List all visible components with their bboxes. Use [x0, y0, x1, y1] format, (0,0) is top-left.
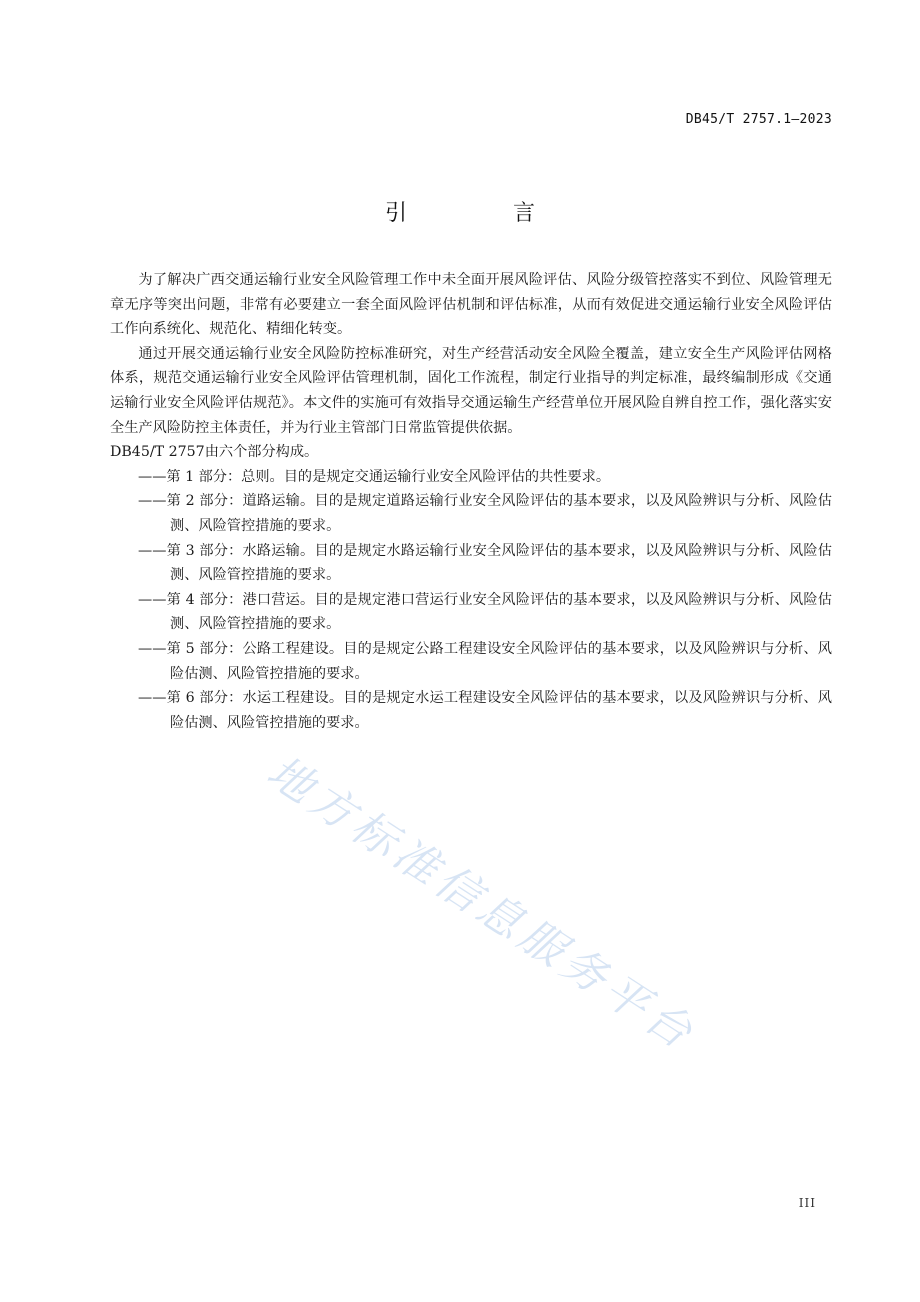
- part-item-2: ——第 2 部分：道路运输。目的是规定道路运输行业安全风险评估的基本要求，以及风险辨识与分析、风险估测、风险管控措施的要求。: [138, 493, 832, 534]
- part-item-6: ——第 6 部分：水运工程建设。目的是规定水运工程建设安全风险评估的基本要求，以及风险辨识与分析、风险估测、风险管控措施的要求。: [138, 690, 832, 731]
- watermark: 地方标准信息服务平台: [257, 746, 706, 1062]
- intro-paragraph-1: 为了解决广西交通运输行业安全风险管理工作中未全面开展风险评估、风险分级管控落实不到位、风险管理无章无序等突出问题，非常有必要建立一套全面风险评估机制和评估标准，从而有效促进交通运输行业安全风险评估工作向系统化、规范化、精细化转变。: [110, 272, 832, 338]
- part-item-4: ——第 4 部分：港口营运。目的是规定港口营运行业安全风险评估的基本要求，以及风险辨识与分析、风险估测、风险管控措施的要求。: [138, 591, 832, 633]
- composition-line: DB45/T 2757由六个部分构成。: [110, 444, 319, 461]
- part-item-1: ——第 1 部分：总则。目的是规定交通运输行业安全风险评估的共性要求。: [138, 468, 611, 485]
- part-item-3: ——第 3 部分：水路运输。目的是规定水路运输行业安全风险评估的基本要求，以及风险辨识与分析、风险估测、风险管控措施的要求。: [138, 542, 832, 584]
- page-title: 引 言: [384, 201, 577, 226]
- document-body: [110, 268, 832, 735]
- document-code: DB45/T 2757.1—2023: [685, 112, 832, 127]
- page-number: III: [798, 1196, 816, 1210]
- part-item-5: ——第 5 部分：公路工程建设。目的是规定公路工程建设安全风险评估的基本要求，以及风险辨识与分析、风险估测、风险管控措施的要求。: [138, 640, 832, 682]
- intro-paragraph-2: 通过开展交通运输行业安全风险防控标准研究，对生产经营活动安全风险全覆盖，建立安全生产风险评估网格体系，规范交通运输行业安全风险评估管理机制，固化工作流程，制定行业指导的判定标准，最终编制形成《交通运输行业安全风险评估规范》。本文件的实施可有效指导交通运输生产经营单位开展风险自辨自控工作，强化落实安全生产风险防控主体责任，并为行业主管部门日常监管提供依据。: [110, 345, 832, 436]
